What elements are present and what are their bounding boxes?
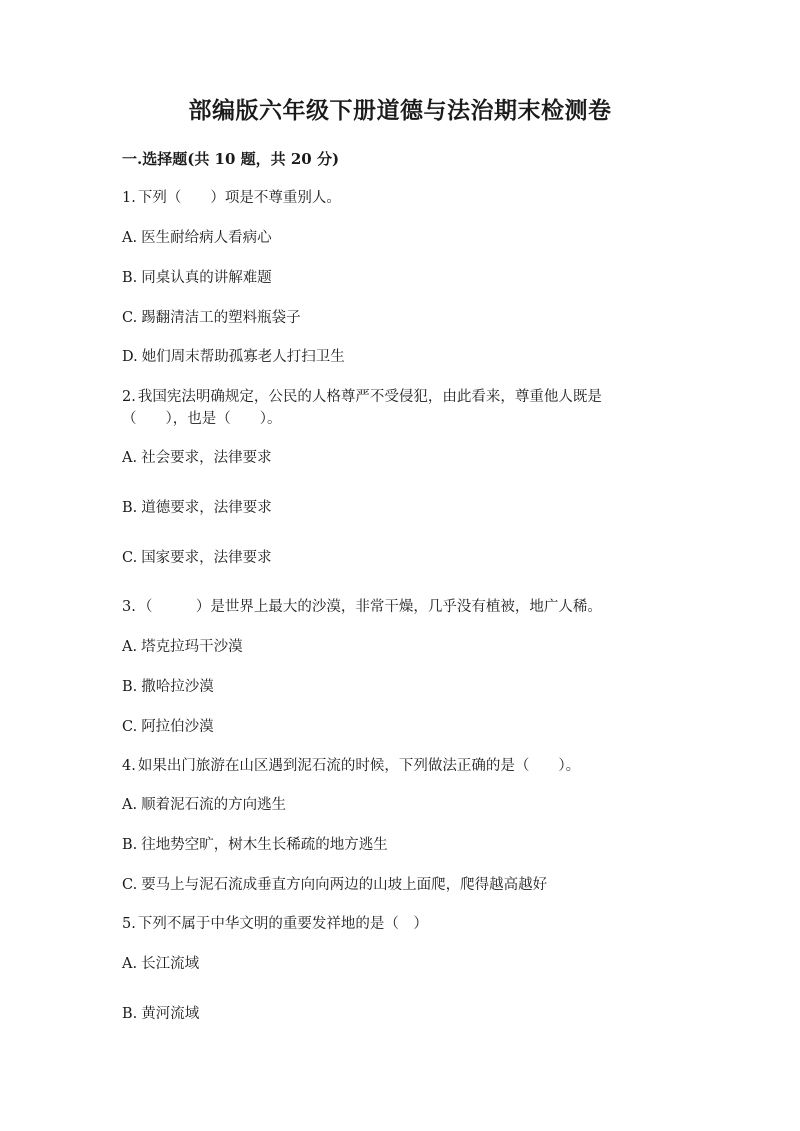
question-4-option-c — [122, 874, 682, 896]
option-text: 要马上与泥石流成垂直方向向两边的山坡上面爬，爬得越高越好 — [141, 877, 548, 893]
question-number: 2. — [122, 389, 136, 405]
option-letter: C. — [122, 719, 138, 735]
question-text-continued: （ ），也是（ ）。 — [122, 411, 282, 427]
question-5-option-b — [122, 1003, 682, 1025]
question-3-option-c — [122, 716, 682, 738]
question-text: 下列不属于中华文明的重要发祥地的是（ ） — [137, 916, 428, 932]
option-text: 往地势空旷，树木生长稀疏的地方逃生 — [141, 837, 388, 853]
option-text: 社会要求，法律要求 — [141, 450, 272, 466]
option-letter: B. — [122, 500, 138, 516]
question-3-option-b — [122, 676, 682, 698]
option-letter: C. — [122, 550, 138, 566]
question-3 — [122, 596, 682, 618]
option-letter: C. — [122, 877, 138, 893]
question-2-option-c — [122, 547, 682, 569]
option-text: 黄河流域 — [141, 1006, 200, 1022]
section-heading: 一.选择题(共 10 题，共 20 分) — [122, 150, 340, 168]
question-3-option-a — [122, 636, 682, 658]
question-text: （ ）是世界上最大的沙漠，非常干燥，几乎没有植被，地广人稀。 — [137, 599, 602, 615]
question-1-option-b — [122, 267, 682, 289]
question-2-option-b — [122, 497, 682, 519]
option-letter: B. — [122, 270, 138, 286]
question-number: 4. — [122, 758, 136, 774]
question-4 — [122, 755, 682, 777]
option-letter: A. — [122, 797, 138, 813]
question-2 — [122, 386, 682, 408]
option-text: 塔克拉玛干沙漠 — [141, 639, 243, 655]
question-5-option-a — [122, 953, 682, 975]
option-text: 国家要求，法律要求 — [141, 550, 272, 566]
option-text: 长江流域 — [141, 956, 200, 972]
option-letter: D. — [122, 349, 138, 365]
question-4-option-a — [122, 794, 682, 816]
option-letter: A. — [122, 230, 138, 246]
question-text: 下列（ ）项是不尊重别人。 — [137, 190, 341, 206]
option-letter: B. — [122, 1006, 138, 1022]
question-text: 我国宪法明确规定，公民的人格尊严不受侵犯，由此看来，尊重他人既是 — [137, 389, 602, 405]
option-text: 医生耐给病人看病心 — [141, 230, 272, 246]
option-text: 踢翻清洁工的塑料瓶袋子 — [141, 310, 301, 326]
question-1-option-d — [122, 346, 682, 368]
option-text: 同桌认真的讲解难题 — [141, 270, 272, 286]
question-1 — [122, 187, 682, 209]
option-letter: A. — [122, 639, 138, 655]
option-letter: C. — [122, 310, 138, 326]
question-text: 如果出门旅游在山区遇到泥石流的时候，下列做法正确的是（ ）。 — [137, 758, 581, 774]
question-number: 5. — [122, 916, 136, 932]
question-4-option-b — [122, 834, 682, 856]
option-letter: A. — [122, 450, 138, 466]
question-2-option-a — [122, 447, 682, 469]
option-text: 阿拉伯沙漠 — [141, 719, 214, 735]
option-text: 撒哈拉沙漠 — [141, 679, 214, 695]
option-text: 顺着泥石流的方向逃生 — [141, 797, 287, 813]
option-text: 她们周末帮助孤寡老人打扫卫生 — [141, 349, 345, 365]
question-number: 1. — [122, 190, 136, 206]
option-letter: B. — [122, 679, 138, 695]
option-text: 道德要求，法律要求 — [141, 500, 272, 516]
question-1-option-c — [122, 307, 682, 329]
option-letter: B. — [122, 837, 138, 853]
question-2-continuation — [122, 408, 682, 430]
option-letter: A. — [122, 956, 138, 972]
document-title: 部编版六年级下册道德与法治期末检测卷 — [188, 97, 612, 124]
question-5 — [122, 913, 682, 935]
question-number: 3. — [122, 599, 136, 615]
question-1-option-a — [122, 227, 682, 249]
